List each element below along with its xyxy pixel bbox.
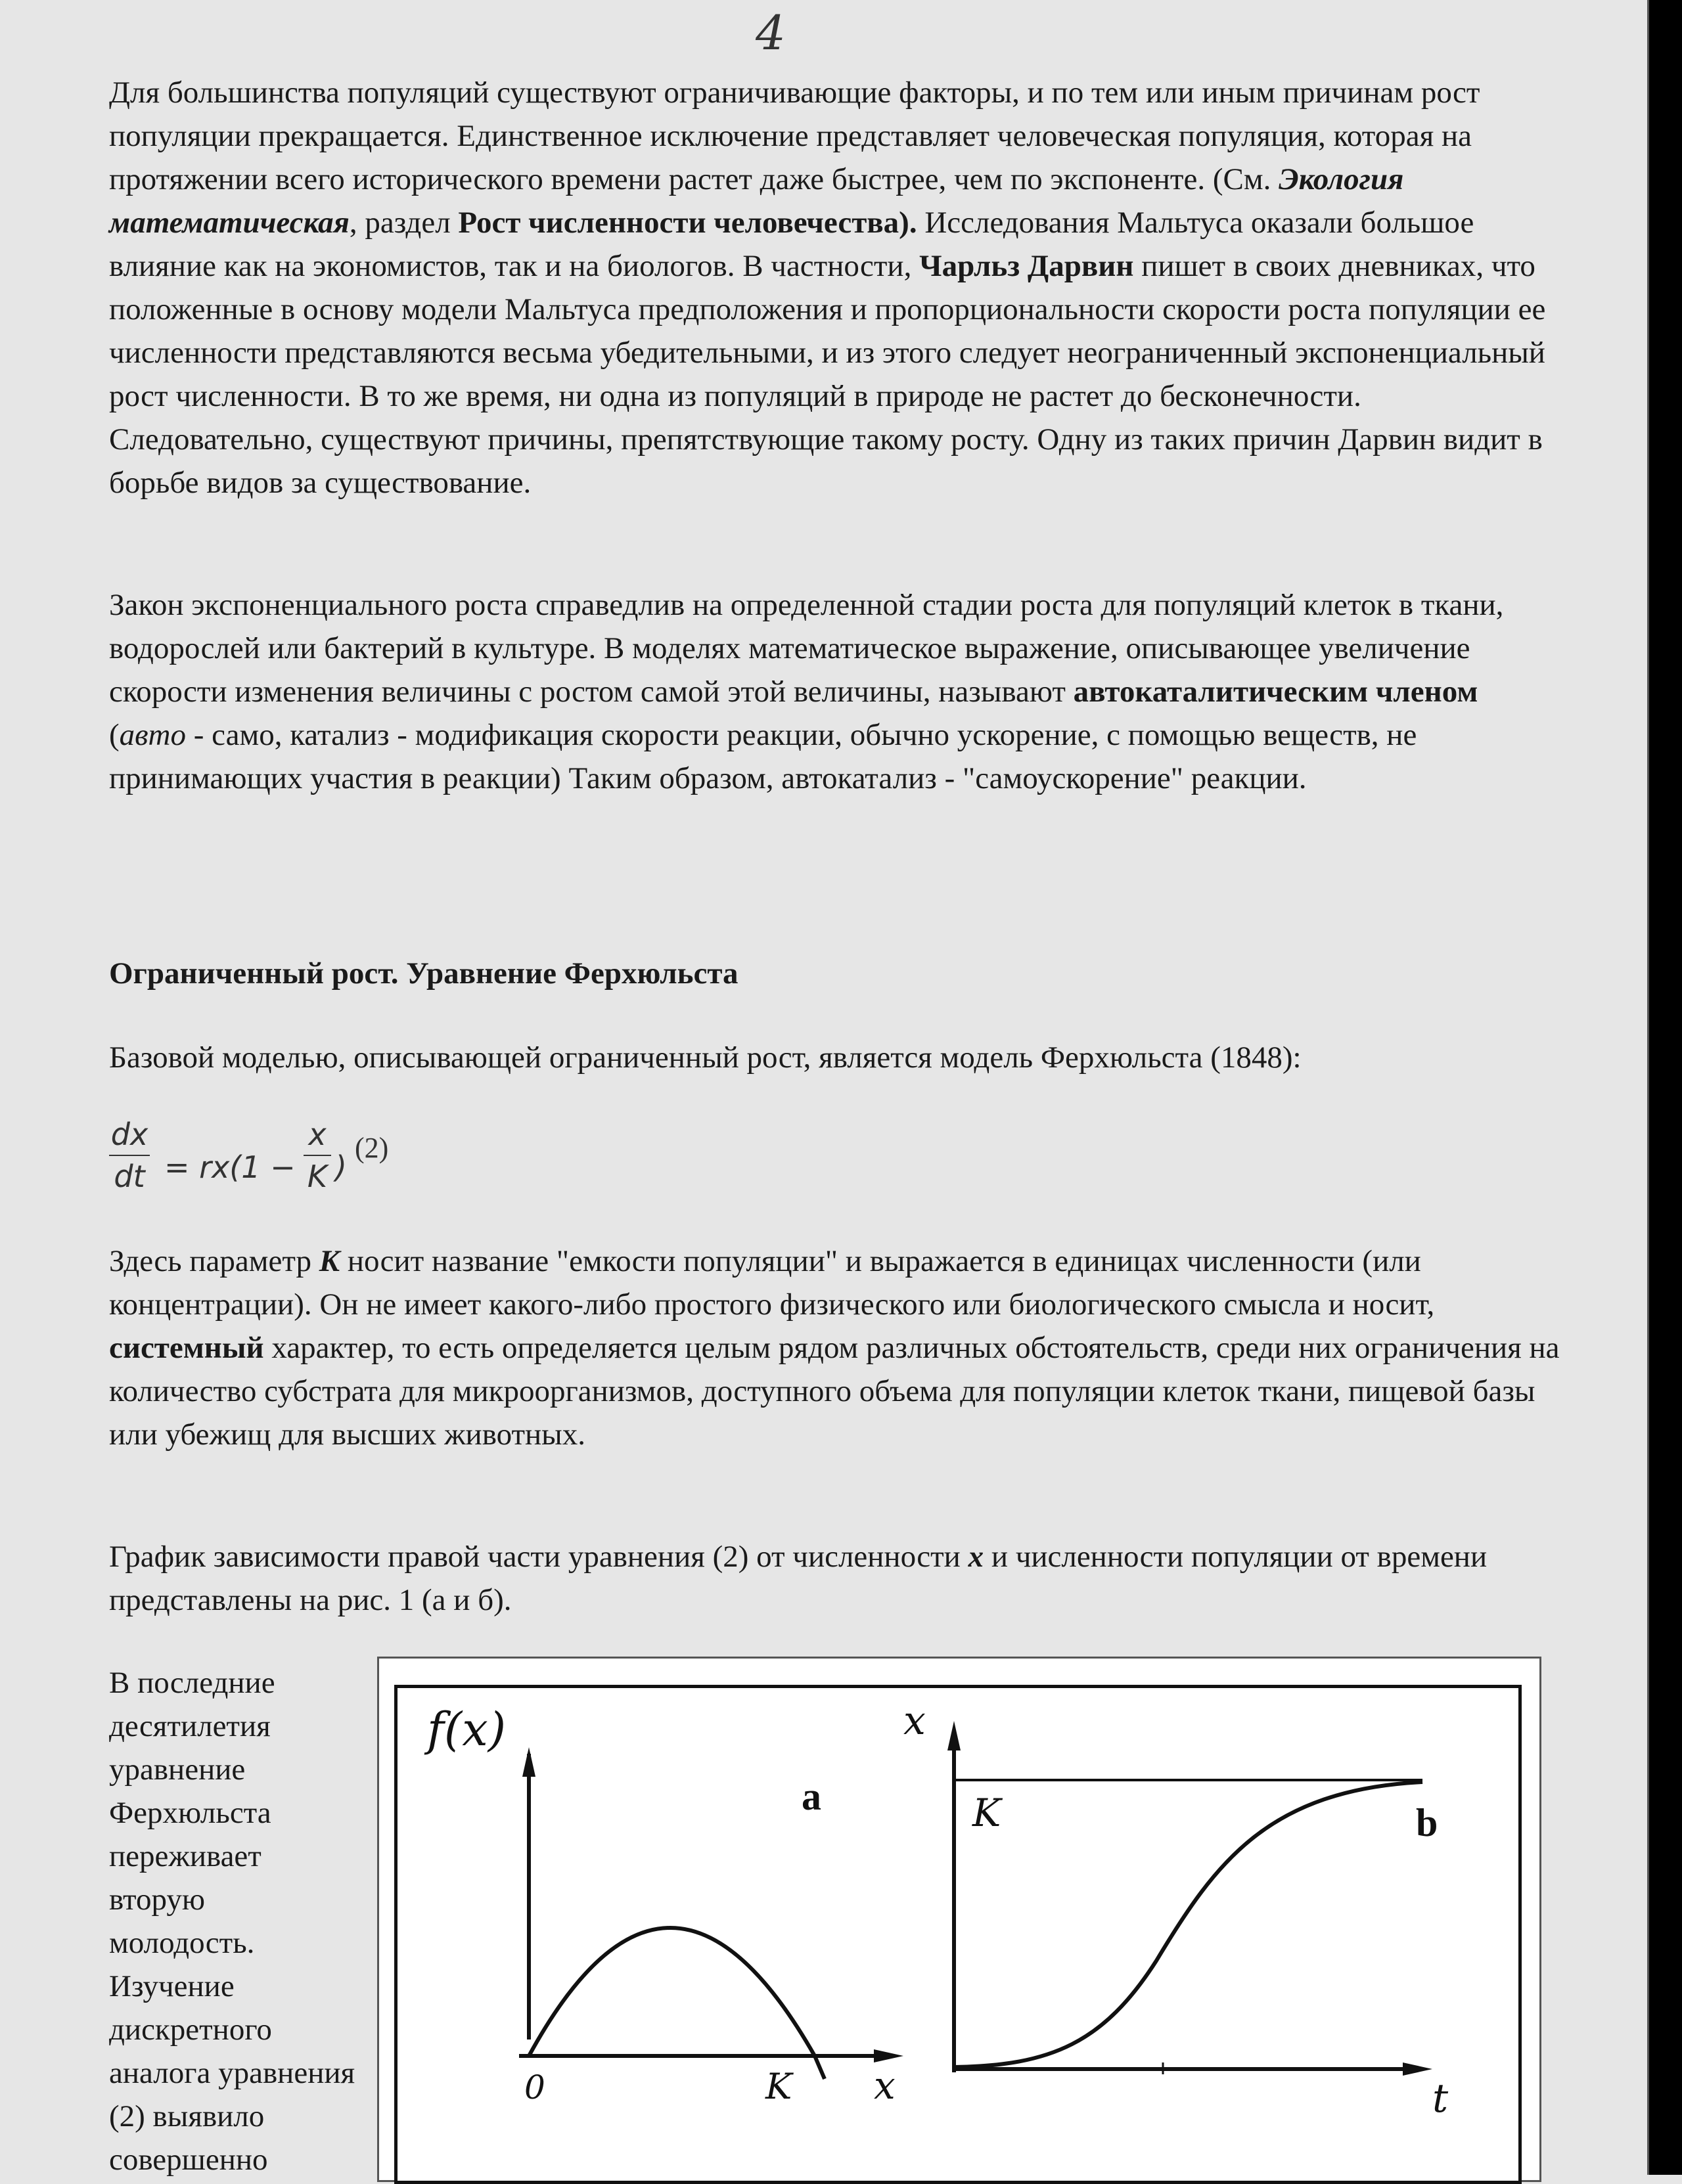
text: Для большинства популяций существуют ограничивающие факторы, и по тем или иным причинам рост популяции прекращается. Единственное исключение представляет человеческая популяция, которая на протяжении всего исторического времени растет даже быстрее, чем по экспоненте. (См. — [109, 76, 1480, 196]
text: Здесь параметр — [109, 1244, 319, 1278]
side-text-line: переживает — [109, 1839, 261, 1873]
side-text-line: дискретного — [109, 2013, 272, 2047]
equation-number: (2) — [355, 1132, 389, 1164]
label-fx: f(x) — [427, 1703, 507, 1756]
equation-middle: = rx(1 − — [164, 1149, 296, 1185]
side-text-line: Изучение — [109, 1969, 235, 2003]
term-auto: авто — [119, 718, 186, 752]
text: носит название "емкости популяции" и выражается в единицах численности (или концентрации). Он не имеет какого-либо простого физического или биологического смысла и носит, — [109, 1244, 1435, 1322]
side-text-line: (2) выявило — [109, 2099, 265, 2133]
reference-section: Рост численности человечества). — [458, 206, 917, 240]
side-text-column — [109, 1661, 392, 2181]
side-text-line: Ферхюльста — [109, 1796, 271, 1830]
fraction-inner — [304, 1117, 331, 1194]
text: Исследования Мальтуса оказали большое влияние как на экономистов, так и на биологов. В частности, — [109, 206, 1474, 283]
label-origin: 0 — [524, 2068, 545, 2106]
side-text-line: В последние — [109, 1666, 275, 1700]
label-k-b: K — [972, 1791, 1001, 1835]
paragraph-exponential-law — [109, 583, 1561, 800]
side-text-line: совершенно — [109, 2143, 268, 2177]
side-text-line: молодость. — [109, 1926, 255, 1960]
param-k: K — [319, 1244, 340, 1278]
text: характер, то есть определяется целым рядом различных обстоятельств, среди них ограничения на количество субстрата для микроорганизмов, доступного объема для популяции клеток ткани, пищевой базы или убежищ для высших животных. — [109, 1331, 1560, 1452]
text: - само, катализ - модификация скорости реакции, обычно ускорение, с помощью веществ, не принимающих участия в реакции) Таким образом, автокатализ - "самоускорение" реакции. — [109, 718, 1417, 795]
fraction-bar — [109, 1155, 150, 1156]
var-x: x — [968, 1540, 984, 1574]
label-x-b: x — [903, 1698, 926, 1744]
label-t-axis: t — [1432, 2076, 1449, 2122]
side-text-line: вторую — [109, 1883, 205, 1917]
page-edge — [1649, 0, 1682, 2175]
equation-close: ) — [335, 1149, 347, 1185]
text: ( — [109, 718, 120, 752]
fraction-lhs — [109, 1117, 150, 1194]
logistic-curve — [954, 1782, 1422, 2067]
axis-x-vertical-arrow — [947, 1721, 961, 1750]
label-k-a: K — [765, 2066, 792, 2107]
equation-verhulst — [109, 1117, 569, 1202]
inner-numerator: x — [308, 1117, 327, 1152]
side-text-line: уравнение — [109, 1752, 246, 1787]
paragraph-base-model: Базовой моделью, описывающей ограниченный рост, является модель Ферхюльста (1848): — [109, 1040, 1302, 1075]
term-systemic: системный — [109, 1331, 264, 1365]
figure-1 — [394, 1685, 1522, 2175]
label-b: b — [1416, 1801, 1438, 1844]
axis-x-arrow — [874, 2049, 903, 2062]
panel-a — [424, 1703, 903, 2108]
name-darwin: Чарльз Дарвин — [919, 249, 1134, 283]
section-heading: Ограниченный рост. Уравнение Ферхюльста — [109, 956, 739, 991]
side-text-line: десятилетия — [109, 1709, 271, 1743]
inner-denominator: K — [307, 1159, 328, 1194]
label-x-axis: x — [874, 2063, 896, 2108]
term-autocatalytic: автокаталитическим членом — [1073, 675, 1478, 709]
side-text-line: аналога уравнения — [109, 2056, 355, 2090]
axis-fx-arrow — [522, 1747, 535, 1777]
lhs-denominator: dt — [114, 1159, 145, 1194]
paragraph-malthus — [109, 71, 1561, 504]
label-a: a — [802, 1775, 821, 1818]
text: пишет в своих дневниках, что положенные в основу модели Мальтуса предположения и пропорциональности скорости роста популяции ее численности представляются весьма убедительными, и из этого следует неограниченный экспоненциальный рост численности. В то же время, ни одна из популяций в природе не растет до бесконечности. Следовательно, существуют причины, препятствующие такому росту. Одну из таких причин Дарвин видит в борьбе видов за существование. — [109, 249, 1546, 500]
text: График зависимости правой части уравнения (2) от численности — [109, 1540, 968, 1574]
fraction-bar — [304, 1155, 331, 1156]
paragraph-capacity — [109, 1239, 1561, 1456]
axis-t-arrow — [1403, 2062, 1432, 2076]
lhs-numerator: dx — [110, 1117, 148, 1152]
paragraph-graph-reference — [109, 1535, 1561, 1622]
page-number: 4 — [756, 5, 786, 60]
text: Закон экспоненциального роста справедлив на определенной стадии роста для популяций клеток в ткани, водорослей или бактерий в культуре. В моделях математическое выражение, описывающее увеличение скорости изменения величины с ростом самой этой величины, называют — [109, 588, 1504, 709]
panel-b — [903, 1698, 1449, 2122]
reference-ecology: Экология математическая — [109, 162, 1404, 240]
text: и численности популяции от времени представлены на рис. 1 (а и б). — [109, 1540, 1488, 1617]
text: , раздел — [349, 206, 459, 240]
